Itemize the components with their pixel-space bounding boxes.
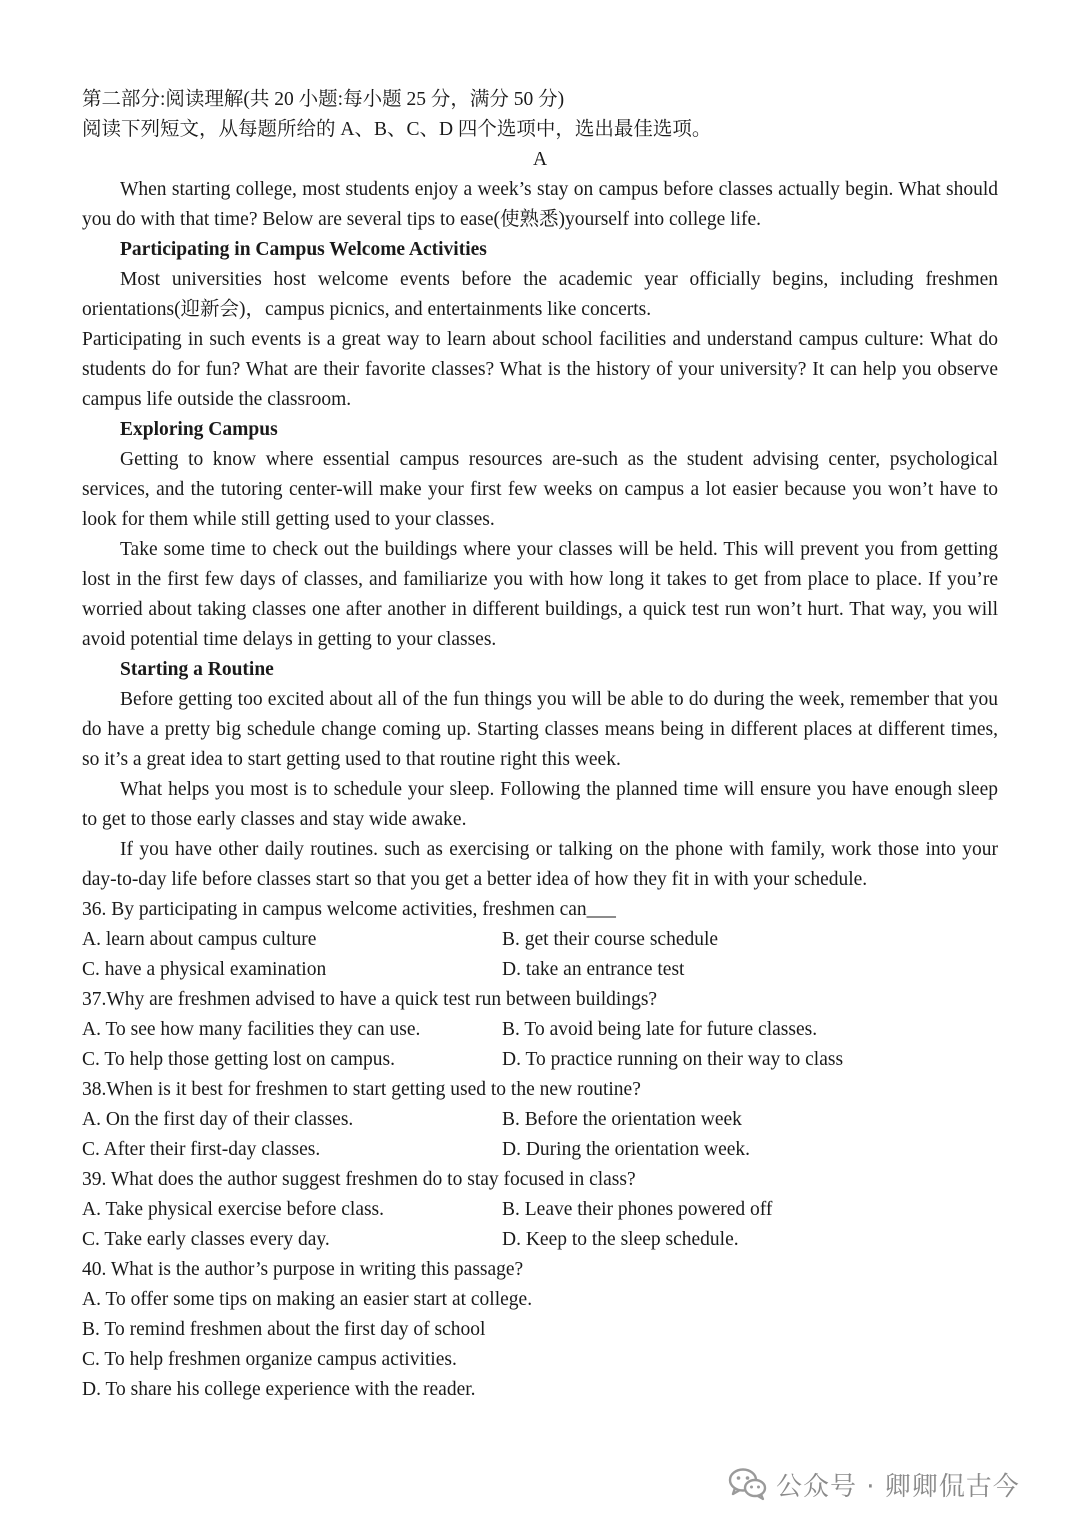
question-stem: 40. What is the author’s purpose in writing this passage? [82, 1259, 524, 1280]
passage-intro: When starting college, most students enjoy a week’s stay on campus before classes actually begin. What should you do with that time? Below are several tips to ease(使熟悉)yourself into college life. [82, 179, 998, 230]
paragraph: Getting to know where essential campus resources are-such as the student advising center, psychological services, and the tutoring center-will make your first few weeks on campus a lot easier because you won’t have to look for them while still getting used to your classes. [82, 449, 998, 530]
watermark [728, 1462, 1020, 1506]
question-36 [82, 895, 998, 985]
question-39 [82, 1165, 998, 1255]
option-d: D. To practice running on their way to class [502, 1049, 844, 1070]
option-c: C. To help those getting lost on campus. [82, 1049, 395, 1070]
question-38 [82, 1075, 998, 1165]
option-d: D. Keep to the sleep schedule. [502, 1229, 739, 1250]
option-a: A. On the first day of their classes. [82, 1109, 354, 1130]
instructions: 阅读下列短文，从每题所给的 A、B、C、D 四个选项中，选出最佳选项。 [82, 119, 712, 140]
question-stem: 37.Why are freshmen advised to have a quick test run between buildings? [82, 989, 658, 1010]
option-c: C. To help freshmen organize campus activities. [82, 1349, 457, 1370]
passage-label: A [532, 149, 548, 170]
exam-page [82, 85, 998, 1405]
option-a: A. Take physical exercise before class. [82, 1199, 385, 1220]
option-b: B. get their course schedule [502, 929, 719, 950]
question-40 [82, 1255, 998, 1405]
watermark-text: 公众号 · 卿卿侃古今 [776, 1471, 1020, 1502]
paragraph: What helps you most is to schedule your sleep. Following the planned time will ensure you have enough sleep to get to those early classes and stay wide awake. [82, 779, 998, 830]
section-heading-welcome: Participating in Campus Welcome Activities [120, 239, 487, 260]
option-c: C. After their first-day classes. [82, 1139, 321, 1160]
question-stem: 36. By participating in campus welcome activities, freshmen can___ [82, 899, 616, 920]
option-d: D. To share his college experience with the reader. [82, 1379, 476, 1400]
section-title: 第二部分:阅读理解(共 20 小题:每小题 25 分，满分 50 分) [82, 89, 565, 110]
option-d: D. During the orientation week. [502, 1139, 751, 1160]
paragraph: Most universities host welcome events before the academic year officially begins, including freshmen orientations(迎新会)，campus picnics, and entertainments like concerts. [82, 269, 998, 320]
option-a: A. To offer some tips on making an easier start at college. [82, 1289, 533, 1310]
passage [82, 175, 998, 895]
option-d: D. take an entrance test [502, 959, 685, 980]
paragraph: Take some time to check out the buildings where your classes will be held. This will prevent you from getting lost in the first few days of classes, and familiarize you with how long it takes to get from place to place. If you’re worried about taking classes one after another in different buildings, a quick test run won’t hurt. That way, you will avoid potential time delays in getting to your classes. [82, 539, 998, 650]
question-stem: 39. What does the author suggest freshmen do to stay focused in class? [82, 1169, 636, 1190]
section-heading-exploring: Exploring Campus [120, 419, 278, 440]
paragraph: Before getting too excited about all of the fun things you will be able to do during the week, remember that you do have a pretty big schedule change coming up. Starting classes means being in different places at different times, so it’s a great idea to start getting used to that routine right this week. [82, 689, 998, 770]
option-b: B. Before the orientation week [502, 1109, 742, 1130]
option-b: B. To remind freshmen about the first day of school [82, 1319, 486, 1340]
question-stem: 38.When is it best for freshmen to start getting used to the new routine? [82, 1079, 641, 1100]
option-a: A. learn about campus culture [82, 929, 317, 950]
wechat-icon [728, 1467, 768, 1501]
paragraph: Participating in such events is a great way to learn about school facilities and understand campus culture: What do students do for fun? What are their favorite classes? What is the history of your university? It can help you observe campus life outside the classroom. [82, 329, 998, 410]
paragraph: If you have other daily routines. such as exercising or talking on the phone with family, work those into your day-to-day life before classes start so that you get a better idea of how they fit in with your schedule. [82, 839, 998, 890]
option-b: B. Leave their phones powered off [502, 1199, 773, 1220]
option-a: A. To see how many facilities they can use. [82, 1019, 421, 1040]
section-heading-routine: Starting a Routine [120, 659, 274, 680]
option-c: C. have a physical examination [82, 959, 327, 980]
option-b: B. To avoid being late for future classes. [502, 1019, 818, 1040]
option-c: C. Take early classes every day. [82, 1229, 330, 1250]
question-37 [82, 985, 998, 1075]
